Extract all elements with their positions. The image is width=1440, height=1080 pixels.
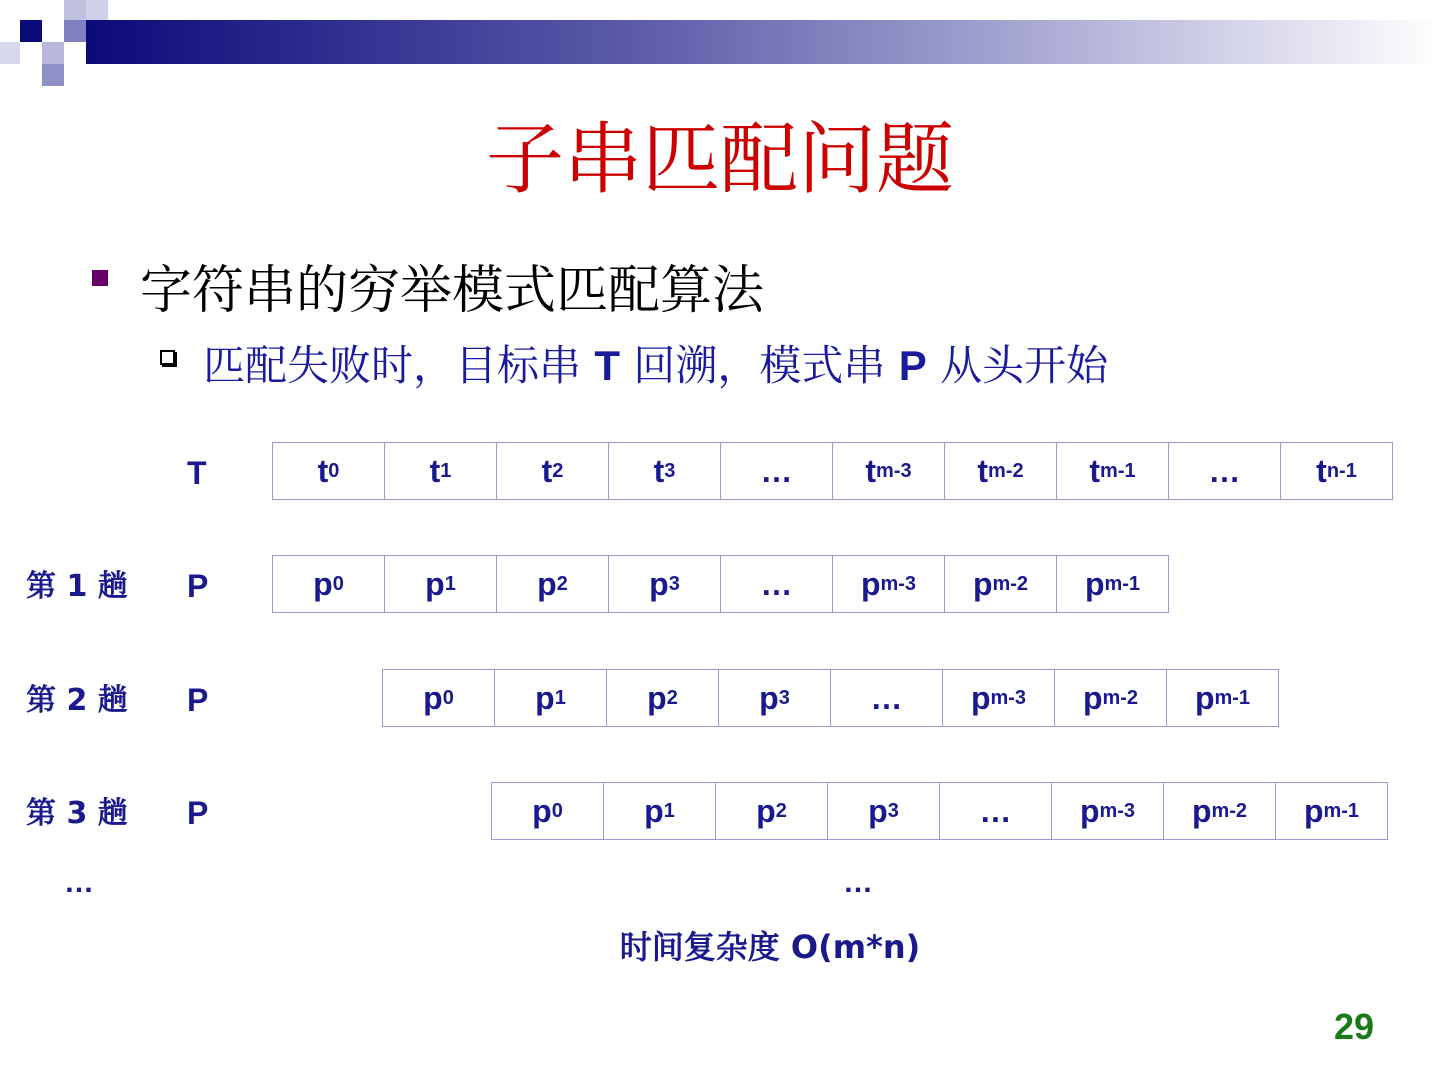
- cell-symbol: t: [429, 452, 441, 489]
- header-square-dark: [20, 20, 42, 42]
- pass-label: 第 1 趟: [26, 569, 128, 604]
- cell-symbol: t: [865, 452, 877, 489]
- string-cell: [832, 442, 945, 500]
- cell-index: m-3: [1099, 799, 1136, 822]
- string-cell: [830, 669, 943, 727]
- string-cell: [384, 442, 497, 500]
- bullet-level2-text: [203, 333, 1108, 393]
- cell-symbol: p: [537, 565, 557, 602]
- row-label-P: P: [187, 795, 209, 831]
- cell-index: 3: [668, 572, 680, 595]
- target-string-strip: [272, 442, 1392, 500]
- cell-symbol: p: [860, 565, 881, 602]
- cell-symbol: p: [644, 792, 664, 829]
- bullet-hollow-square-icon: [160, 350, 175, 365]
- bullet-level2: [160, 333, 1108, 393]
- header-gradient-bar: [86, 20, 1440, 64]
- cell-symbol: …: [760, 452, 793, 489]
- header-square-mid: [0, 42, 20, 64]
- bullet-level1-text: 字符串的穷举模式匹配算法: [140, 260, 765, 321]
- cell-symbol: t: [977, 452, 989, 489]
- cell-symbol: p: [868, 792, 888, 829]
- cell-symbol: p: [1194, 679, 1215, 716]
- cell-symbol: t: [541, 452, 553, 489]
- string-cell: [1163, 782, 1276, 840]
- string-cell: [1054, 669, 1167, 727]
- string-cell: [827, 782, 940, 840]
- pattern-string-symbol: P: [898, 342, 927, 389]
- cell-index: m-2: [988, 459, 1024, 482]
- string-cell: [606, 669, 719, 727]
- cell-index: 2: [552, 459, 564, 482]
- row-label-P: P: [187, 682, 209, 718]
- ellipsis-left: …: [64, 866, 94, 899]
- string-cell: [494, 669, 607, 727]
- string-cell: [832, 555, 945, 613]
- complexity-note: 时间复杂度 O(m*n): [619, 928, 921, 966]
- row-label-T: T: [187, 455, 207, 491]
- target-string-symbol: T: [594, 342, 621, 389]
- cell-index: 0: [442, 686, 454, 709]
- cell-symbol: p: [532, 792, 552, 829]
- pattern-strip-pass-1: [272, 555, 1168, 613]
- pattern-strip-pass-3: [491, 782, 1387, 840]
- pass-label: 第 3 趟: [26, 796, 128, 831]
- cell-symbol: t: [1316, 452, 1327, 489]
- row-label-P: P: [187, 568, 209, 604]
- cell-symbol: p: [649, 565, 669, 602]
- string-cell: [944, 442, 1057, 500]
- string-cell: [608, 555, 721, 613]
- cell-index: 2: [775, 799, 787, 822]
- cell-index: m-1: [1323, 799, 1360, 822]
- string-cell: [939, 782, 1052, 840]
- cell-symbol: t: [317, 452, 329, 489]
- string-cell: [944, 555, 1057, 613]
- string-cell: [1166, 669, 1279, 727]
- cell-symbol: …: [870, 679, 903, 716]
- cell-symbol: …: [760, 565, 793, 602]
- bullet-square-icon: [92, 270, 108, 286]
- string-cell: [1168, 442, 1281, 500]
- cell-symbol: p: [756, 792, 776, 829]
- string-cell: [1056, 555, 1169, 613]
- header-square-mid: [64, 20, 86, 42]
- cell-index: 3: [778, 686, 790, 709]
- cell-index: n-1: [1326, 459, 1357, 482]
- cell-index: m-1: [1100, 459, 1136, 482]
- cell-symbol: …: [979, 792, 1012, 829]
- cell-index: 0: [328, 459, 340, 482]
- cell-symbol: p: [972, 565, 993, 602]
- cell-index: m-3: [990, 686, 1027, 709]
- string-cell: [608, 442, 721, 500]
- string-cell: [491, 782, 604, 840]
- string-cell: [715, 782, 828, 840]
- cell-index: m-1: [1214, 686, 1251, 709]
- bullet-level2-text-part: 从头开始: [926, 341, 1109, 390]
- cell-symbol: p: [1084, 565, 1105, 602]
- cell-symbol: p: [1082, 679, 1103, 716]
- cell-index: 2: [666, 686, 678, 709]
- string-cell: [1280, 442, 1393, 500]
- header-square-light: [64, 0, 86, 20]
- cell-index: m-2: [992, 572, 1029, 595]
- string-cell: [942, 669, 1055, 727]
- cell-index: 3: [887, 799, 899, 822]
- cell-index: 1: [440, 459, 452, 482]
- cell-index: 2: [556, 572, 568, 595]
- cell-symbol: p: [759, 679, 779, 716]
- bullet-level1: [92, 250, 764, 320]
- cell-index: m-2: [1102, 686, 1139, 709]
- cell-index: 1: [554, 686, 566, 709]
- string-cell: [1056, 442, 1169, 500]
- header-square-mid: [42, 64, 64, 86]
- cell-symbol: p: [970, 679, 991, 716]
- page-number: 29: [1333, 1006, 1374, 1047]
- cell-symbol: …: [1208, 452, 1241, 489]
- string-cell: [382, 669, 495, 727]
- cell-symbol: p: [535, 679, 555, 716]
- slide-title: 子串匹配问题: [485, 115, 954, 205]
- string-cell: [496, 555, 609, 613]
- cell-index: m-2: [1211, 799, 1248, 822]
- header-square-light: [86, 0, 108, 20]
- string-cell: [720, 555, 833, 613]
- cell-symbol: p: [1303, 792, 1324, 829]
- cell-symbol: p: [1191, 792, 1212, 829]
- string-cell: [1051, 782, 1164, 840]
- cell-index: 0: [551, 799, 563, 822]
- cell-index: m-3: [876, 459, 912, 482]
- ellipsis-center: …: [843, 866, 873, 899]
- string-cell: [272, 555, 385, 613]
- cell-symbol: p: [423, 679, 443, 716]
- cell-index: 1: [444, 572, 456, 595]
- cell-index: 1: [663, 799, 675, 822]
- bullet-level2-text-part: 匹配失败时，目标串: [203, 341, 595, 390]
- cell-index: m-3: [880, 572, 917, 595]
- pass-label: 第 2 趟: [26, 683, 128, 718]
- cell-index: 3: [664, 459, 676, 482]
- cell-symbol: t: [653, 452, 665, 489]
- cell-symbol: p: [313, 565, 333, 602]
- pattern-strip-pass-2: [382, 669, 1278, 727]
- string-cell: [496, 442, 609, 500]
- cell-symbol: p: [647, 679, 667, 716]
- string-cell: [603, 782, 716, 840]
- cell-index: 0: [332, 572, 344, 595]
- bullet-level2-text-part: 回溯，模式串: [620, 341, 899, 390]
- string-cell: [718, 669, 831, 727]
- cell-symbol: p: [425, 565, 445, 602]
- string-cell: [384, 555, 497, 613]
- string-cell: [720, 442, 833, 500]
- header-square-mid: [42, 42, 64, 64]
- cell-symbol: p: [1079, 792, 1100, 829]
- string-cell: [272, 442, 385, 500]
- cell-symbol: t: [1089, 452, 1101, 489]
- cell-index: m-1: [1104, 572, 1141, 595]
- string-cell: [1275, 782, 1388, 840]
